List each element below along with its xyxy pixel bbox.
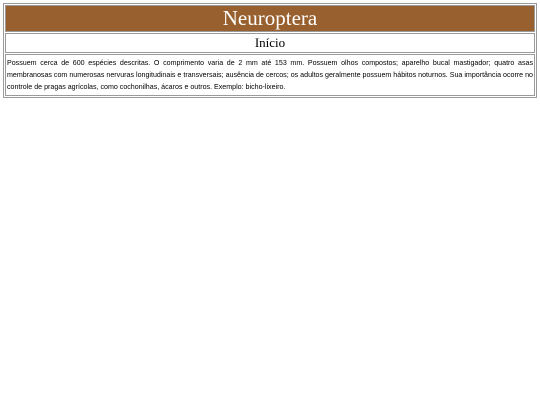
home-link[interactable]: Início — [254, 35, 286, 50]
description-text: Possuem cerca de 600 espécies descritas. O comprimento varia de 2 mm até 153 mm. Possuem olhos compostos; aparelho bucal mastigador; quatro asas membranosas com numerosas nervuras longitudinais e transversais; ausência de cercos; os adultos geralmente possuem hábitos noturnos. Sua importância ocorre no controle de pragas agrícolas, como cochonilhas, ácaros e outros. Exemplo: bicho-lixeiro. — [7, 59, 533, 91]
page-table — [3, 3, 537, 98]
nav-row — [5, 33, 535, 53]
nav-bar — [5, 33, 535, 53]
title-row — [5, 5, 535, 32]
page-title: Neuroptera — [222, 6, 318, 30]
content-row — [5, 54, 535, 96]
content-cell — [5, 54, 535, 96]
title-banner — [5, 5, 535, 32]
